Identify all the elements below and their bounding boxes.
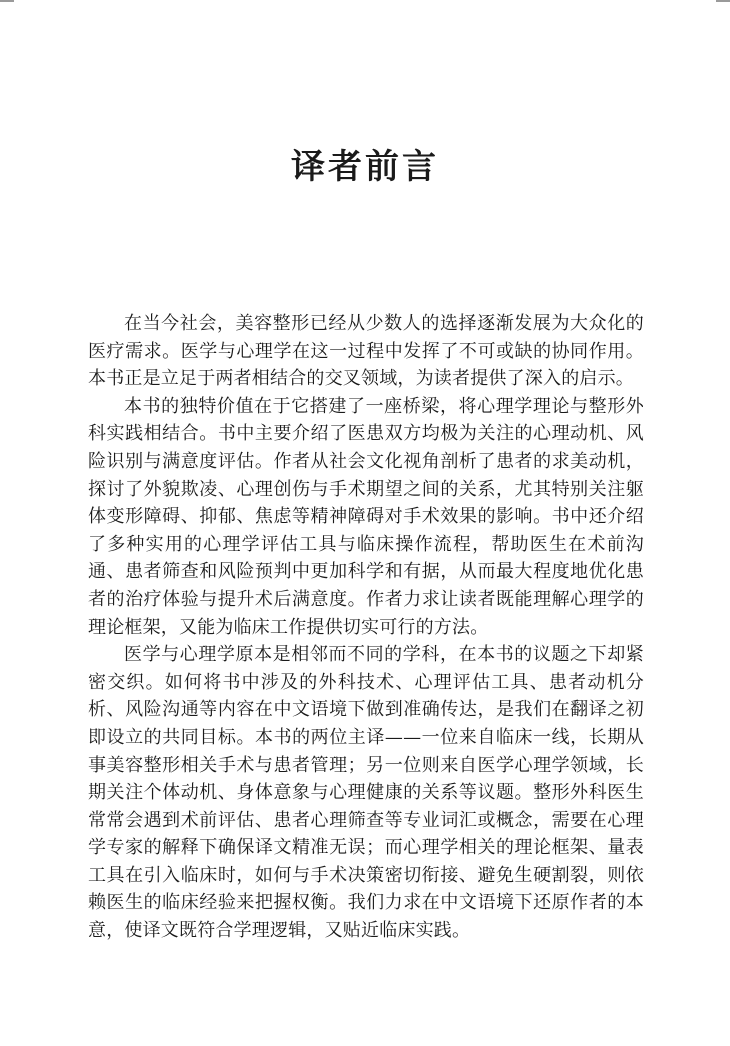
paragraph: 本书的独特价值在于它搭建了一座桥梁，将心理学理论与整形外科实践相结合。书中主要介绍了医患双方均极为关注的心理动机、风险识别与满意度评估。作者从社会文化视角剖析了患者的求美动机，探讨了外貌欺凌、心理创伤与手术期望之间的关系，尤其特别关注躯体变形障碍、抑郁、焦虑等精神障碍对手术效果的影响。书中还介绍了多种实用的心理学评估工具与临床操作流程，帮助医生在术前沟通、患者筛查和风险预判中更加科学和有据，从而最大程度地优化患者的治疗体验与提升术后满意度。作者力求让读者既能理解心理学的理论框架，又能为临床工作提供切实可行的方法。 xyxy=(88,395,644,638)
paragraph: 医学与心理学原本是相邻而不同的学科，在本书的议题之下却紧密交织。如何将书中涉及的外科技术、心理评估工具、患者动机分析、风险沟通等内容在中文语境下做到准确传达，是我们在翻译之初即设立的共同目标。本书的两位主译——一位来自临床一线，长期从事美容整形相关手术与患者管理；另一位则来自医学心理学领域，长期关注个体动机、身体意象与心理健康的关系等议题。整形外科医生常常会遇到术前评估、患者心理筛查等专业词汇或概念，需要在心理学专家的解释下确保译文精准无误；而心理学相关的理论框架、量表工具在引入临床时，如何与手术决策密切衔接、避免生硬割裂，则依赖医生的临床经验来把握权衡。我们力求在中文语境下还原作者的本意，使译文既符合学理逻辑，又贴近临床实践。 xyxy=(88,644,644,942)
crop-mark-left xyxy=(0,0,14,2)
paragraph: 在当今社会，美容整形已经从少数人的选择逐渐发展为大众化的医疗需求。医学与心理学在这一过程中发挥了不可或缺的协同作用。本书正是立足于两者相结合的交叉领域，为读者提供了深入的启示。 xyxy=(88,313,644,390)
body-text xyxy=(88,310,644,945)
crop-mark-right xyxy=(716,0,730,2)
page-title: 译者前言 xyxy=(291,147,439,187)
